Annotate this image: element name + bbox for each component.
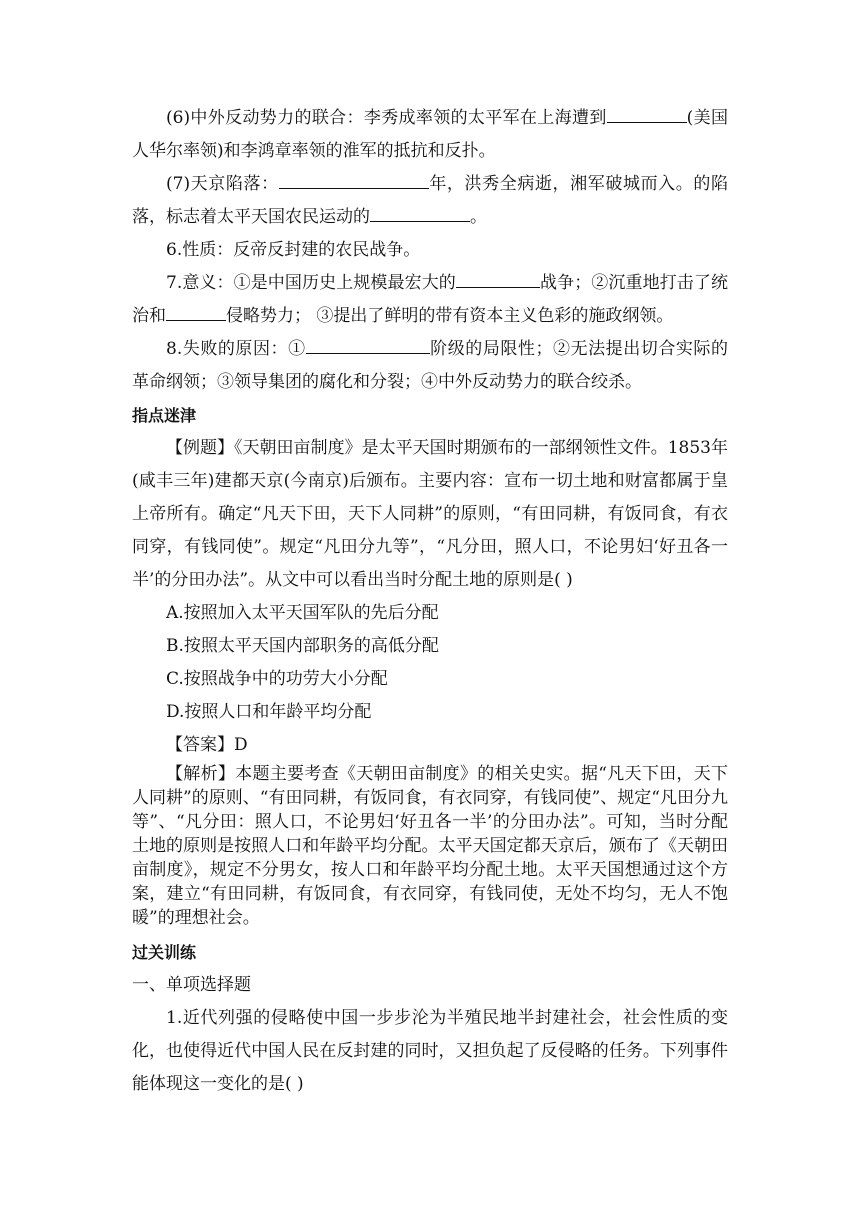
item-6-text-end: (美国人华尔率领)和李鸿章率领的淮军的抵抗和反扑。 bbox=[132, 108, 728, 161]
meaning-text-mid: 战争；②沉重地打击了统治和 bbox=[132, 273, 728, 326]
meaning-text: 7.意义：①是中国历史上规模最宏大的 bbox=[166, 273, 456, 293]
fill-blank bbox=[607, 102, 687, 123]
item-7-text: (7)天京陷落： bbox=[166, 174, 279, 194]
meaning-text-end: 侵略势力； ③提出了鲜明的带有资本主义色彩的施政纲领。 bbox=[226, 306, 674, 326]
item-6-text: (6)中外反动势力的联合：李秀成率领的太平军在上海遭到 bbox=[166, 108, 607, 128]
question-1: 1.近代列强的侵略使中国一步步沦为半殖民地半封建社会，社会性质的变化，也使得近代中国人民在反封建的同时，又担负起了反侵略的任务。下列事件能体现这一变化的是( ) bbox=[132, 1008, 728, 1094]
analysis-paragraph: 【解析】本题主要考查《天朝田亩制度》的相关史实。据“凡天下田，天下人同耕”的原则、“有田同耕，有饭同食，有衣同穿，有钱同使”、规定“凡田分九等”、“凡分田：照人口，不论男妇‘好丑各一半’的分田办法”。可知，当时分配土地的原则是按照人口和年龄平均分配。太平天国定都天京后，颁布了《天朝田亩制度》，规定不分男女，按人口和年龄平均分配土地。太平天国想通过这个方案，建立“有田同耕，有饭同食，有衣同穿，有钱同使，无处不均匀，无人不饱暖”的理想社会。 bbox=[132, 764, 728, 928]
guide-heading: 指点迷津 bbox=[132, 406, 197, 425]
single-choice-heading: 一、单项选择题 bbox=[132, 975, 251, 995]
option-b: B.按照太平天国内部职务的高低分配 bbox=[166, 636, 439, 656]
fill-blank bbox=[306, 333, 430, 354]
item-7-text-mid: 年，洪秀全病逝，湘军破城而入。的陷落，标志着太平天国农民运动的 bbox=[132, 174, 728, 227]
nature-line: 6.性质：反帝反封建的农民战争。 bbox=[166, 240, 421, 260]
option-c: C.按照战争中的功劳大小分配 bbox=[166, 669, 388, 689]
training-heading: 过关训练 bbox=[132, 943, 197, 962]
item-7 bbox=[132, 168, 728, 234]
fill-blank bbox=[279, 168, 429, 189]
meaning-line bbox=[132, 267, 728, 333]
document-body bbox=[132, 102, 728, 1101]
failure-text: 8.失败的原因：① bbox=[166, 339, 306, 359]
fill-blank bbox=[166, 300, 226, 321]
item-6 bbox=[132, 102, 728, 168]
fill-blank bbox=[456, 267, 540, 288]
answer-line: 【答案】D bbox=[166, 735, 248, 755]
failure-line bbox=[132, 333, 728, 399]
example-stem: 【例题】《天朝田亩制度》是太平天国时期颁布的一部纲领性文件。1853年(咸丰三年)建都天京(今南京)后颁布。主要内容：宣布一切土地和财富都属于皇上帝所有。确定“凡天下田，天下人同耕”的原则，“有田同耕，有饭同食，有衣同穿，有钱同使”。规定“凡田分九等”，“凡分田，照人口，不论男妇‘好丑各一半’的分田办法”。从文中可以看出当时分配土地的原则是( ) bbox=[132, 438, 728, 590]
item-7-text-end: 。 bbox=[470, 207, 487, 227]
option-a: A.按照加入太平天国军队的先后分配 bbox=[166, 603, 439, 623]
failure-text-end: 阶级的局限性；②无法提出切合实际的革命纲领；③领导集团的腐化和分裂；④中外反动势力的联合绞杀。 bbox=[132, 339, 728, 392]
option-d: D.按照人口和年龄平均分配 bbox=[166, 702, 372, 722]
fill-blank bbox=[370, 201, 470, 222]
